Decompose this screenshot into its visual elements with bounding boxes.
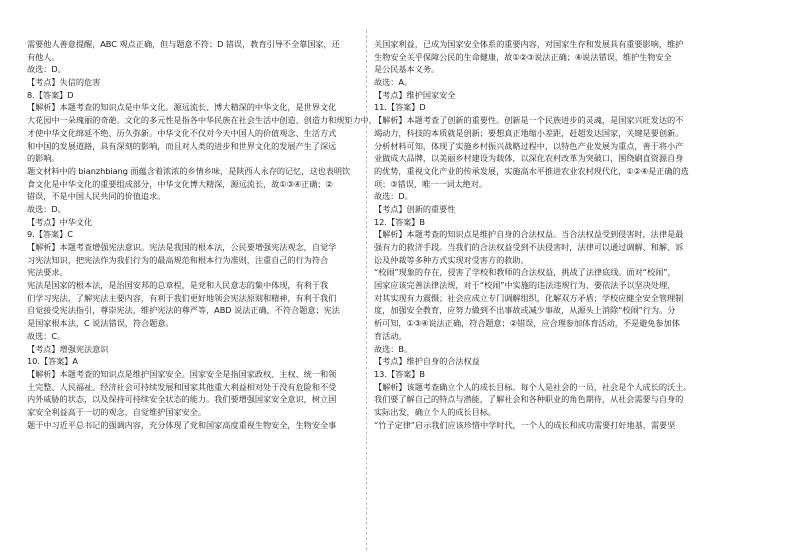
left-text-line: 故选：D。 bbox=[27, 203, 66, 214]
left-column bbox=[27, 38, 385, 431]
right-text-line: 析可知，①③④说法正确，符合题意；②错误，应合理参加体育活动，不是避免参加体 bbox=[374, 318, 680, 329]
right-text-line: 生物安全关乎保障公民的生命健康，故①②③说法正确；④说法错误，维护生物安全 bbox=[374, 51, 672, 62]
right-text-line: 讼及仲裁等多种方式实现对受害方的救助。 bbox=[374, 254, 529, 265]
right-text-line: 故选：A。 bbox=[374, 77, 413, 88]
left-text-line: 错误，不是中国人民共同的价值追求。 bbox=[27, 191, 166, 202]
left-text-line: 宪法是国家的根本法，是治国安邦的总章程，是党和人民意志的集中体现，有利于我 bbox=[27, 280, 329, 291]
right-text-line: 项；③错误，唯一一词太绝对。 bbox=[374, 178, 488, 189]
right-text-line: 13.【答案】B bbox=[374, 368, 425, 379]
left-text-line: 【考点】增强宪法意识 bbox=[27, 343, 109, 354]
left-text-line: 需要他人善意提醒，ABC 观点正确，但与题意不符；D 错误，教育引导不全靠国家，还 bbox=[27, 39, 340, 49]
left-text-line: 们学习宪法，了解宪法主要内容，有利于我们更好地领会宪法原则和精神，有利于我们 bbox=[27, 292, 337, 303]
right-text-line: 国家应该完善法律法规，对于“校闹”中实施的违法违规行为，要依法予以坚决处理， bbox=[374, 280, 676, 291]
left-text-line: 宪法要求。 bbox=[27, 267, 68, 278]
left-text-line: 自觉接受宪法指引，尊崇宪法，维护宪法的尊严等，ABD 说法正确，不符合题意；宪法 bbox=[27, 305, 340, 316]
right-column bbox=[374, 38, 732, 431]
left-text-line: 【解析】本题考查增强宪法意识。宪法是我国的根本法，公民要增强宪法观念，自觉学 bbox=[27, 242, 337, 252]
left-text-line: 和中国的发展道路，具有深刻的影响，而且对人类的进步和世界文化的发展产生了深远 bbox=[27, 140, 337, 151]
right-text-line: 竭动力，科技的本质就是创新；要想真正地缩小差距，赶超发达国家，关键是要创新。 bbox=[374, 127, 684, 138]
right-text-line: 度，加强安全教育，应努力做到不出事故或减少事故，从源头上消除“校闹”行为。分 bbox=[374, 305, 676, 316]
right-text-line: 故选：B。 bbox=[374, 343, 413, 354]
right-text-line: 业做成大品牌，以美丽乡村建设为载体，以深化农村改革为突破口，围绕刷直资源自身 bbox=[374, 153, 684, 164]
left-text-line: 才使中华文化绵延不绝、历久弥新。中华文化不仅对今天中国人的价值观念、生活方式 bbox=[27, 127, 337, 138]
left-text-line: 有他人。 bbox=[27, 51, 60, 62]
left-text-line: 是国家根本法，C 说法错误，符合题意。 bbox=[27, 318, 174, 329]
right-text-line: 的优势，重视文化产业的传承发展，实施高水平推进农业农村现代化，①②④是正确的选 bbox=[374, 165, 689, 176]
right-text-line: 分析材料可知，体现了实施乡村振兴战略过程中，以特色产业发展为重点，善于将小产 bbox=[374, 140, 684, 151]
right-text-line: 是公民基本义务。 bbox=[374, 64, 440, 75]
left-text-line: 习宪法知识，把宪法作为我们行为的最高规范和根本行为准则，注重自己的行为符合 bbox=[27, 254, 329, 265]
left-text-line: 【解析】本题考查的知识点是维护国家安全。国家安全是指国家政权、主权、统一和领 bbox=[27, 368, 337, 379]
right-text-line: 关国家利益，已成为国家安全体系的重要内容，对国家生存和发展具有重要影响，维护 bbox=[374, 39, 684, 49]
left-text-line: 故选：C。 bbox=[27, 330, 66, 341]
right-text-line: 【解析】本题考查了创新的重要性。创新是一个民族进步的灵魂，是国家兴旺发达的不 bbox=[374, 115, 684, 126]
left-text-line: 【考点】中华文化 bbox=[27, 216, 93, 227]
right-text-line: 强有力的救济手段。当我们的合法权益受到不法侵害时，法律可以通过调解、和解、诉 bbox=[374, 242, 684, 252]
left-text-line: 【考点】失信的危害 bbox=[27, 77, 101, 88]
right-text-line: “校闹”现象的存在，侵害了学校和教师的合法权益，挑战了法律底线。面对“校闹”， bbox=[374, 267, 676, 278]
right-text-line: 【考点】创新的重要性 bbox=[374, 203, 456, 214]
column-divider bbox=[366, 30, 367, 550]
left-text-line: 题文材料中的 bianzhbiang 面蕴含着浓浓的乡情乡味，是陕西人永存的记忆，这也表明饮 bbox=[27, 165, 351, 176]
left-text-line: 题干中习近平总书记的强调内容，充分体现了党和国家高度重视生物安全，生物安全事 bbox=[27, 419, 337, 430]
right-text-line: 12.【答案】B bbox=[374, 216, 425, 227]
right-text-line: 对其实现有力震慑；社会应成立专门调解组织，化解双方矛盾；学校应健全安全管理制 bbox=[374, 292, 684, 303]
right-text-line: 11.【答案】D bbox=[374, 102, 426, 113]
right-text-line: 育活动。 bbox=[374, 330, 407, 341]
left-text-line: 【解析】本题考查的知识点是中华文化。源远流长、博大精深的中华文化，是世界文化 bbox=[27, 102, 337, 113]
right-text-line: “竹子定律”启示我们应该珍惜中学时代，一个人的成长和成功需要打好地基，需要坚 bbox=[374, 419, 676, 430]
left-text-line: 内外威胁的状态，以及保持可持续安全状态的能力。我们要增强国家安全意识，树立国 bbox=[27, 394, 337, 405]
right-text-line: 【解析】该题考查确立个人的成长目标。每个人是社会的一员，社会是个人成长的沃土。 bbox=[374, 381, 692, 392]
left-text-line: 10.【答案】A bbox=[27, 356, 78, 367]
left-text-line: 家安全利益高于一切的观念，自觉维护国家安全。 bbox=[27, 406, 207, 417]
left-text-line: 的影响。 bbox=[27, 153, 60, 164]
right-text-line: 【解析】本题考查的知识点是维护自身的合法权益。当合法权益受到侵害时，法律是最 bbox=[374, 229, 684, 240]
left-text-line: 食文化是中华文化的重要组成部分，中华文化博大精深，源远流长，故①③④正确；② bbox=[27, 178, 333, 189]
left-text-line: 9.【答案】C bbox=[27, 229, 73, 240]
right-text-line: 我们要了解自己的特点与潜能，了解社会和各种职业的角色期待，从社会需要与自身的 bbox=[374, 394, 684, 405]
right-text-line: 【考点】维护自身的合法权益 bbox=[374, 356, 480, 367]
right-text-line: 故选：D。 bbox=[374, 191, 413, 202]
right-text-line: 实际出发，确立个人的成长目标。 bbox=[374, 406, 497, 417]
right-text-line: 【考点】维护国家安全 bbox=[374, 89, 456, 100]
left-text-line: 8.【答案】D bbox=[27, 89, 74, 100]
left-text-line: 故选：D。 bbox=[27, 64, 66, 75]
left-text-line: 大花园中一朵瑰丽的奇葩。文化的多元性是指各中华民族在社会生活中创造、创造力和规矩力中， bbox=[27, 115, 377, 126]
left-text-line: 土完整、人民福祉、经济社会可持续发展和国家其他重大利益相对处于没有危险和不受 bbox=[27, 381, 337, 392]
